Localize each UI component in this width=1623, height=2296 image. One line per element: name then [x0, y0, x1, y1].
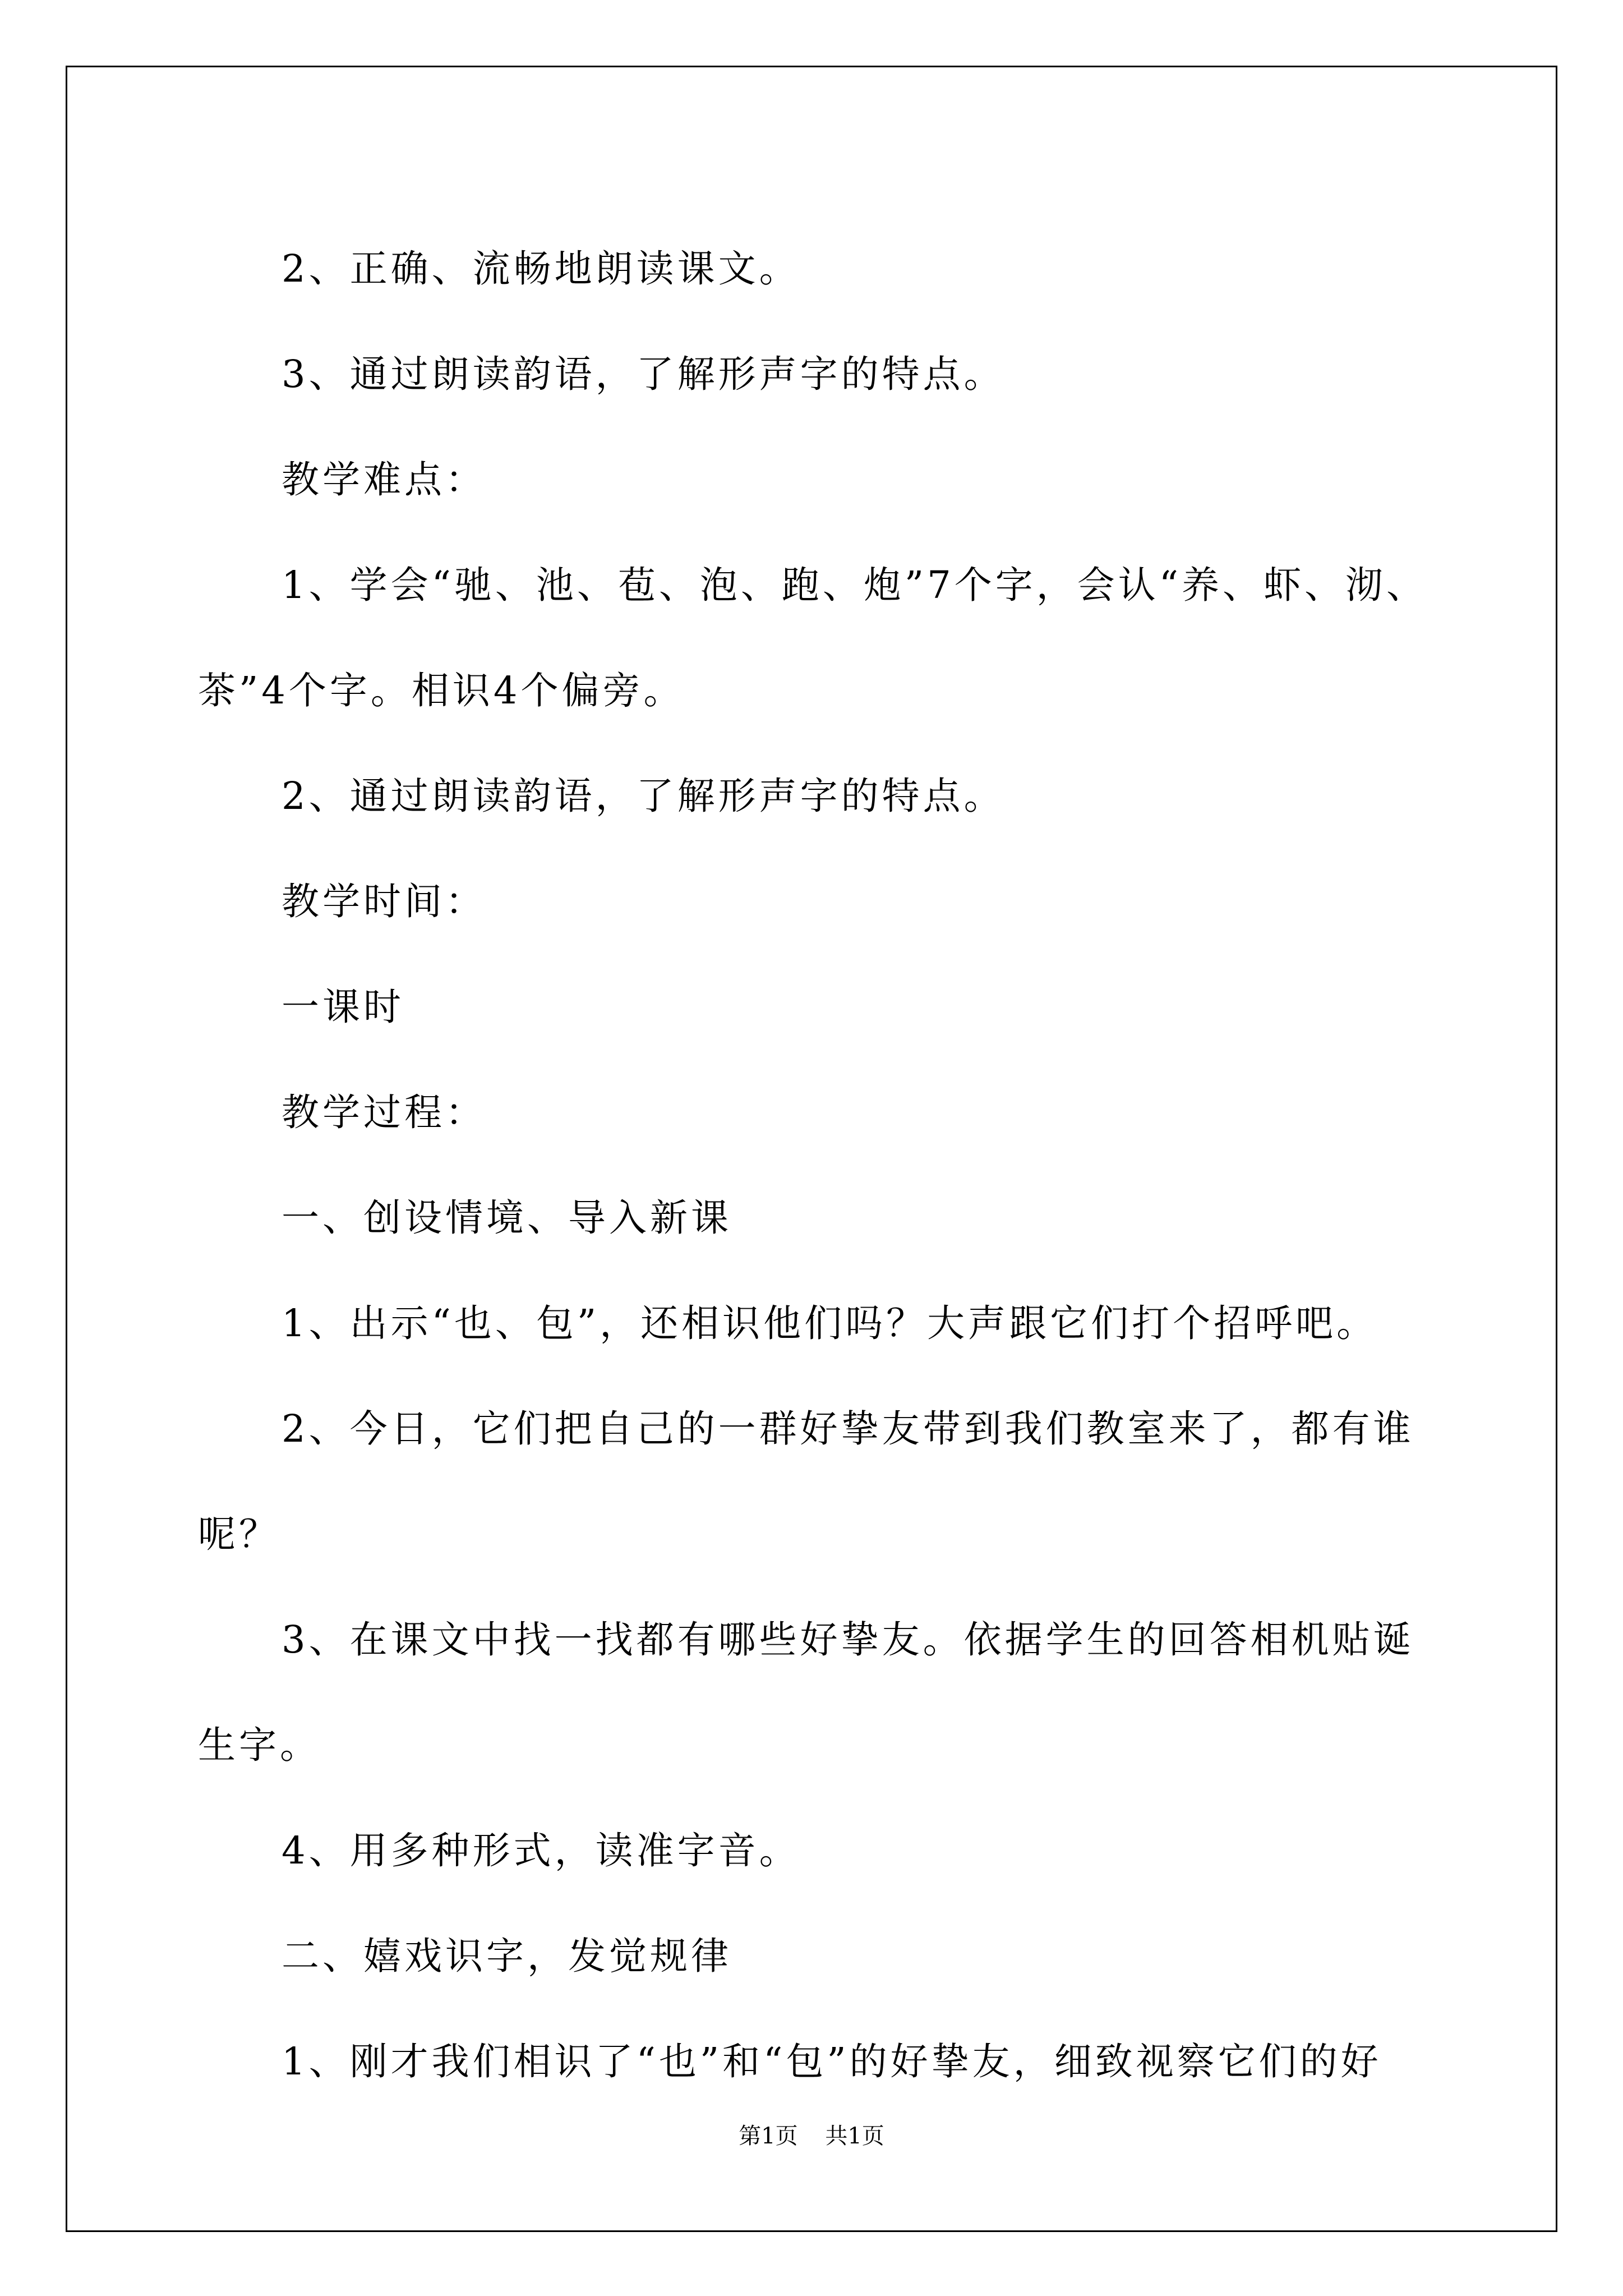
- paragraph: 一课时: [282, 985, 404, 1029]
- paragraph-heading: 教学难点：: [282, 458, 486, 501]
- paragraph: 2、正确、流畅地朗读课文。: [282, 247, 800, 291]
- paragraph: 1、刚才我们相识了“也”和“包”的好挚友，细致视察它们的好: [282, 2040, 1382, 2083]
- paragraph: 3、在课文中找一找都有哪些好挚友。依据学生的回答相机贴诞生字。: [198, 1618, 1414, 1767]
- paragraph: 1、出示“也、包”，还相识他们吗？大声跟它们打个招呼吧。: [282, 1301, 1378, 1345]
- paragraph-heading: 教学过程：: [282, 1091, 486, 1134]
- section-heading: 一、创设情境、导入新课: [282, 1196, 732, 1240]
- page-total: 共1页: [825, 2123, 884, 2149]
- paragraph-heading: 教学时间：: [282, 880, 486, 923]
- paragraph: 4、用多种形式，读准字音。: [282, 1829, 800, 1872]
- page-footer: [0, 2119, 1623, 2153]
- document-body: [198, 216, 1449, 2114]
- page-number: 第1页: [739, 2123, 798, 2149]
- paragraph: 1、学会“驰、池、苞、泡、跑、炮”7个字，会认“养、虾、沏、茶”4个字。相识4个偏旁。: [198, 563, 1428, 712]
- paragraph: 2、通过朗读韵语，了解形声字的特点。: [282, 774, 1005, 818]
- paragraph: 3、通过朗读韵语，了解形声字的特点。: [282, 352, 1005, 396]
- paragraph: 2、今日，它们把自己的一群好挚友带到我们教室来了，都有谁呢？: [198, 1407, 1414, 1556]
- section-heading: 二、嬉戏识字，发觉规律: [282, 1934, 732, 1978]
